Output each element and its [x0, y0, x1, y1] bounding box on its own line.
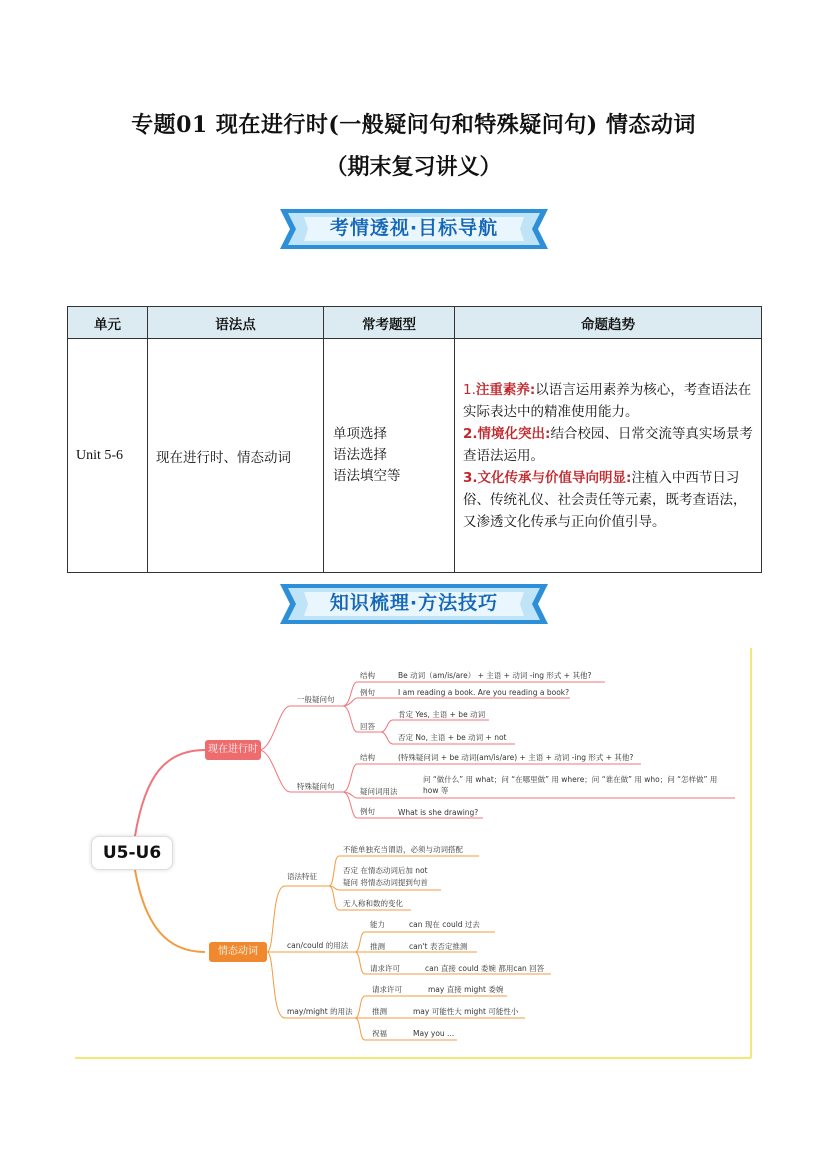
- may-permission: may 直接 might 委婉: [428, 985, 504, 994]
- special-question-label: 特殊疑问句: [297, 782, 335, 791]
- cell-question-types: [324, 339, 455, 573]
- header-trends: 命题趋势: [455, 307, 762, 339]
- structure-label: 结构: [360, 671, 375, 680]
- mind-map-root: U5-U6: [91, 836, 173, 870]
- banner-title: 考情透视·目标导航: [329, 217, 499, 239]
- document-subtitle: （期末复习讲义）: [325, 154, 502, 180]
- example-label: 例句: [360, 807, 375, 816]
- usage-line2: how 等: [423, 786, 449, 795]
- trend-item: 2.情境化突出:结合校园、日常交流等真实场景考查语法运用。: [463, 425, 753, 464]
- answer-affirmative: 肯定 Yes, 主语 + be 动词: [398, 710, 486, 719]
- cell-unit: Unit 5-6: [68, 339, 148, 573]
- section-banner-exam-analysis: [276, 205, 552, 253]
- usage-line1: 问 “做什么” 用 what；问 “在哪里做” 用 where；问 “谁在做” 用 who；问 “怎样做” 用: [423, 775, 718, 784]
- may-might-label: may/might 的用法: [287, 1007, 353, 1016]
- feature-item: 无人称和数的变化: [343, 899, 403, 908]
- permission-label: 请求许可: [370, 964, 400, 973]
- table-row: [68, 339, 762, 573]
- general-example: I am reading a book. Are you reading a book?: [398, 688, 570, 697]
- guess-label: 推测: [372, 1007, 387, 1016]
- structure-label: 结构: [360, 753, 375, 762]
- answer-negative: 否定 No, 主语 + be 动词 + not: [398, 733, 507, 742]
- can-ability: can 现在 could 过去: [409, 920, 480, 929]
- general-structure: Be 动词（am/is/are） + 主语 + 动词 -ing 形式 + 其他?: [398, 671, 592, 680]
- cell-grammar-point: 现在进行时、情态动词: [148, 339, 324, 573]
- header-unit: 单元: [68, 307, 148, 339]
- ability-label: 能力: [370, 920, 385, 929]
- mind-map: [75, 646, 753, 1060]
- question-type: 语法填空等: [333, 468, 401, 484]
- feature-item: 不能单独充当谓语，必须与动词搭配: [343, 845, 463, 854]
- permission-label: 请求许可: [372, 985, 402, 994]
- feature-item: 疑问 将情态动词提到句首: [343, 878, 428, 887]
- example-label: 例句: [360, 688, 375, 697]
- table-header-row: [68, 307, 762, 339]
- answer-label: 回答: [360, 722, 375, 731]
- document-title: 专题01 现在进行时(一般疑问句和特殊疑问句) 情态动词: [131, 112, 696, 138]
- trend-item: 1.注重素养:以语言运用素养为核心，考查语法在实际表达中的精准使用能力。: [463, 381, 752, 420]
- features-label: 语法特征: [287, 872, 317, 881]
- can-could-label: can/could 的用法: [287, 941, 349, 950]
- cell-trends: [455, 339, 762, 573]
- banner-title: 知识梳理·方法技巧: [329, 592, 499, 614]
- may-guess: may 可能性大 might 可能性小: [413, 1007, 519, 1016]
- wish-label: 祝福: [372, 1029, 387, 1038]
- exam-info-table: [67, 306, 762, 573]
- special-example: What is she drawing?: [398, 808, 479, 817]
- special-structure: (特殊疑问词 + be 动词(am/is/are) + 主语 + 动词 -ing 形式 + 其他?: [398, 753, 634, 762]
- feature-item: 否定 在情态动词后加 not: [343, 866, 428, 875]
- question-type: 语法选择: [333, 447, 387, 463]
- can-permission: can 直接 could 委婉 都用can 回答: [425, 964, 545, 973]
- guess-label: 推测: [370, 942, 385, 951]
- usage-label: 疑问词用法: [360, 787, 398, 796]
- header-question-types: 常考题型: [324, 307, 455, 339]
- can-guess: can't 表否定推测: [409, 942, 468, 951]
- question-type: 单项选择: [333, 426, 387, 442]
- branch-present-continuous: 现在进行时: [205, 740, 261, 760]
- trend-item: 3.文化传承与价值导向明显:注植入中西节日习俗、传统礼仪、社会责任等元素，既考查语法，又渗透文化传承与正向价值引导。: [463, 469, 747, 530]
- branch-modal-verbs: 情态动词: [209, 942, 267, 962]
- may-wish: May you ...: [413, 1029, 455, 1038]
- header-grammar-point: 语法点: [148, 307, 324, 339]
- general-question-label: 一般疑问句: [297, 695, 335, 704]
- section-banner-knowledge: [276, 580, 552, 628]
